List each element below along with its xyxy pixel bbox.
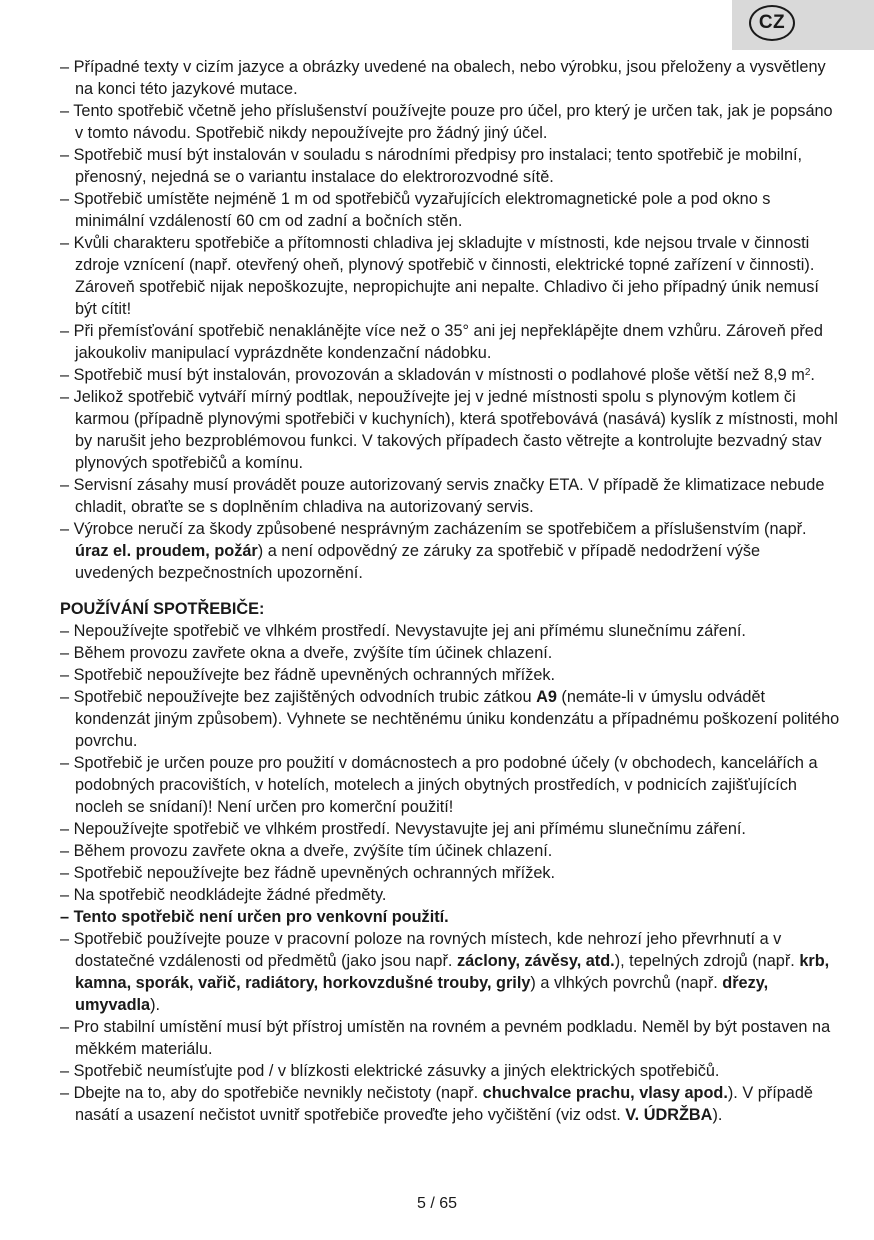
text-segment: – Spotřebič neumísťujte pod / v blízkosti elektrické zásuvky a jiných elektrických spotřebičů.	[60, 1062, 720, 1080]
usage-list	[60, 620, 840, 1126]
text-segment: – Dbejte na to, aby do spotřebiče nevnikly nečistoty (např.	[60, 1084, 483, 1102]
bold-text: A9	[536, 688, 557, 706]
list-item	[60, 620, 840, 642]
list-item	[60, 518, 840, 584]
bold-text: chuchvalce prachu, vlasy apod.	[482, 1084, 728, 1102]
text-segment: – Nepoužívejte spotřebič ve vlhkém prostředí. Nevystavujte jej ani přímému slunečnímu záření.	[60, 622, 746, 640]
section-heading: POUŽÍVÁNÍ SPOTŘEBIČE:	[60, 600, 265, 618]
text-segment: – Na spotřebič neodkládejte žádné předměty.	[60, 886, 387, 904]
text-segment: ) a není odpovědný ze záruky za spotřebič v případě nedodržení výše uvedených bezpečnostních upozornění.	[75, 542, 761, 582]
list-item	[60, 664, 840, 686]
text-segment: – Během provozu zavřete okna a dveře, zvýšíte tím účinek chlazení.	[60, 842, 553, 860]
text-segment: – Spotřebič nepoužívejte bez řádně upevněných ochranných mřížek.	[60, 666, 556, 684]
bold-text: dřezy, umyvadla	[75, 974, 769, 1014]
text-segment: – Spotřebič nepoužívejte bez řádně upevněných ochranných mřížek.	[60, 864, 556, 882]
text-segment: – Během provozu zavřete okna a dveře, zvýšíte tím účinek chlazení.	[60, 644, 553, 662]
text-segment: – Spotřebič musí být instalován v souladu s národními předpisy pro instalaci; tento spotřebič je mobilní, přenosný, nejedná se o variantu instalace do elektrorozvodné sítě.	[60, 146, 803, 186]
language-tab	[732, 0, 874, 50]
text-segment: – Spotřebič používejte pouze v pracovní poloze na rovných místech, kde nehrozí jeho převrhnutí a v dostatečné vzdálenosti od předmětů (jako jsou např.	[60, 930, 782, 970]
list-item	[60, 642, 840, 664]
text-segment: – Nepoužívejte spotřebič ve vlhkém prostředí. Nevystavujte jej ani přímému slunečnímu záření.	[60, 820, 746, 838]
text-segment: – Jelikož spotřebič vytváří mírný podtlak, nepoužívejte jej v jedné místnosti spolu s plynovým kotlem či karmou (případně plynovými spotřebiči v kuchyních), která spotřebovává (nasává) kyslík z místnosti, mohl by narušit jeho bezproblémovou funkci. V takových případech často větrejte a kontrolujte bezvadný stav plynových spotřebičů a komínu.	[60, 388, 838, 472]
list-item	[60, 144, 840, 188]
list-item	[60, 1016, 840, 1060]
list-item	[60, 686, 840, 752]
text-segment: – Tento spotřebič včetně jeho příslušenství používejte pouze pro účel, pro který je určen tak, jak je popsáno v tomto návodu. Spotřebič nikdy nepoužívejte pro žádný jiný účel.	[60, 102, 833, 142]
list-item	[60, 862, 840, 884]
bold-text: krb, kamna, sporák, vařič, radiátory, horkovzdušné trouby, grily	[75, 952, 830, 992]
text-segment: .	[810, 366, 815, 384]
list-item	[60, 56, 840, 100]
text-segment: – Servisní zásahy musí provádět pouze autorizovaný servis značky ETA. V případě že klimatizace nebude chladit, obraťte se s doplněním chladiva na autorizovaný servis.	[60, 476, 825, 516]
text-segment: – Při přemísťování spotřebič nenaklánějte více než o 35° ani jej nepřeklápějte dnem vzhůru. Zároveň před jakoukoliv manipulací vyprázdněte kondenzační nádobku.	[60, 322, 823, 362]
list-item	[60, 840, 840, 862]
text-segment: – Pro stabilní umístění musí být přístroj umístěn na rovném a pevném podkladu. Neměl by být postaven na měkkém materiálu.	[60, 1018, 831, 1058]
text-segment: – Případné texty v cizím jazyce a obrázky uvedené na obalech, nebo výrobku, jsou přeloženy a vysvětleny na konci této jazykové mutace.	[60, 58, 826, 98]
text-segment: ). V případě nasátí a usazení nečistot uvnitř spotřebiče proveďte jeho vyčištění (viz odst.	[75, 1084, 813, 1124]
document-body	[60, 56, 840, 1126]
list-item	[60, 386, 840, 474]
text-segment: ).	[712, 1106, 723, 1124]
list-item	[60, 884, 840, 906]
list-item	[60, 188, 840, 232]
list-item	[60, 232, 840, 320]
text-segment: ).	[150, 996, 161, 1014]
list-item	[60, 320, 840, 364]
bold-text: úraz el. proudem, požár	[75, 542, 258, 560]
text-segment: – Spotřebič musí být instalován, provozován a skladován v místnosti o podlahové ploše větší než 8,9 m	[60, 366, 805, 384]
text-segment: ) a vlhkých povrchů (např.	[530, 974, 723, 992]
list-item	[60, 474, 840, 518]
text-segment: ), tepelných zdrojů (např.	[614, 952, 800, 970]
bold-text: záclony, závěsy, atd.	[456, 952, 615, 970]
list-item	[60, 1060, 840, 1082]
text-segment: – Výrobce neručí za škody způsobené nesprávným zacházením se spotřebičem a příslušenstvím (např.	[60, 520, 807, 538]
text-segment: (nemáte-li v úmyslu odvádět kondenzát jiným způsobem). Vyhnete se nechtěnému úniku kondenzátu a případnému poškození politého povrchu.	[75, 688, 840, 750]
superscript: 2	[804, 367, 811, 378]
list-item	[60, 906, 840, 928]
list-item	[60, 1082, 840, 1126]
list-item	[60, 364, 840, 386]
text-segment: – Spotřebič umístěte nejméně 1 m od spotřebičů vyzařujících elektromagnetické pole a pod okno s minimální vzdáleností 60 cm od zadní a bočních stěn.	[60, 190, 771, 230]
list-item	[60, 818, 840, 840]
text-segment: – Spotřebič nepoužívejte bez zajištěných odvodních trubic zátkou	[60, 688, 537, 706]
bold-text: – Tento spotřebič není určen pro venkovní použití.	[60, 908, 449, 926]
bold-text: V. ÚDRŽBA	[625, 1106, 713, 1124]
text-segment: – Kvůli charakteru spotřebiče a přítomnosti chladiva jej skladujte v místnosti, kde nejsou trvale v činnosti zdroje vznícení (např. otevřený oheň, plynový spotřebič v činnosti, elektrické topné zařízení v činnosti). Zároveň spotřebič nijak nepoškozujte, nepropichujte ani nepalte. Chladivo či jeho případný únik nemusí být cítit!	[60, 234, 819, 318]
language-badge: CZ	[749, 5, 795, 41]
safety-list	[60, 56, 840, 584]
list-item	[60, 928, 840, 1016]
text-segment: – Spotřebič je určen pouze pro použití v domácnostech a pro podobné účely (v obchodech, kancelářích a podobných pracovištích, v hotelích, motelech a jiných obytných prostředích, v podnicích zajišťujících nocleh se snídaní)! Není určen pro komerční použití!	[60, 754, 818, 816]
list-item	[60, 100, 840, 144]
page-number: 5 / 65	[416, 1195, 458, 1212]
list-item	[60, 752, 840, 818]
